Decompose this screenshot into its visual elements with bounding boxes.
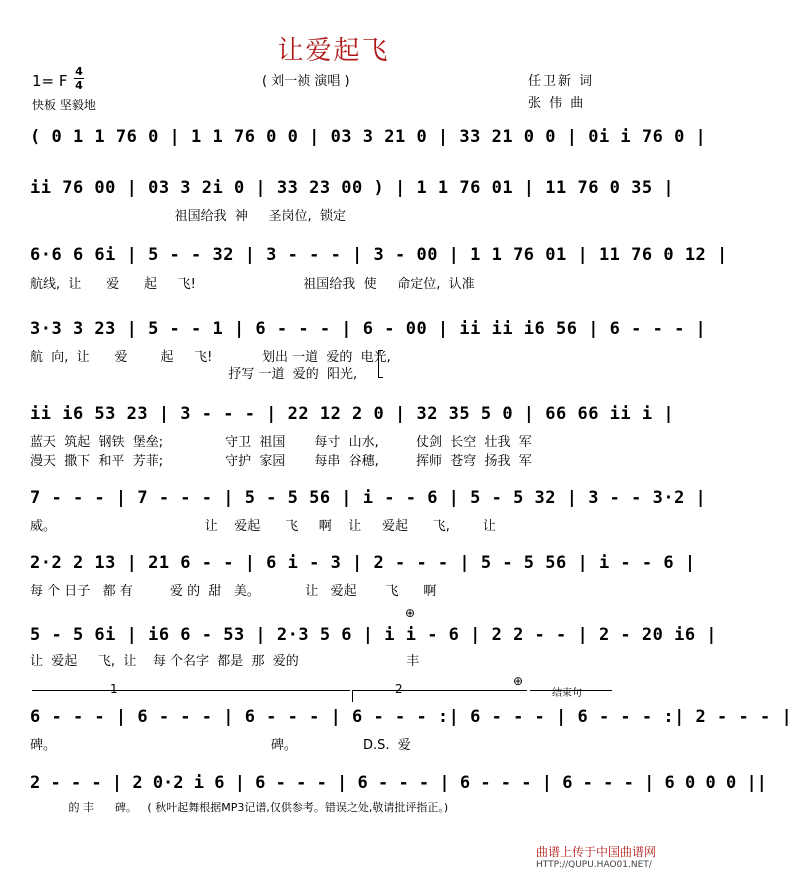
volta-second-number: 2 bbox=[395, 682, 403, 696]
music-line-10: 2 - - - | 2 0·2 i 6 | 6 - - - | 6 - - - | 6 - - - | 6 - - - | 6 0 0 0 || bbox=[30, 773, 767, 793]
volta-first-number: 1 bbox=[110, 682, 118, 696]
music-line-8: 5 - 5 6i | i6 6 - 53 | 2·3 5 6 | i i - 6 | 2 2 - - | 2 - 20 i6 | bbox=[30, 625, 718, 645]
time-signature bbox=[74, 66, 84, 91]
time-top: 4 bbox=[75, 65, 83, 78]
lyric-line-10: 的 丰 碑。 ( 秋叶起舞根据MP3记谱,仅供参考。错误之处,敬请批评指正。) bbox=[30, 801, 449, 814]
singer-credit: ( 刘一祯 演唱 ) bbox=[262, 74, 350, 89]
lyric-line-4b: 抒写 一道 爱的 阳光, bbox=[30, 367, 358, 382]
volta-second-line bbox=[352, 690, 527, 691]
lyric-line-2: 祖国给我 神 圣岗位, 锁定 bbox=[30, 209, 346, 224]
lyric-line-9: 碑。 碑。 D.S. 爱 bbox=[30, 738, 411, 753]
music-line-4: 3·3 3 23 | 5 - - 1 | 6 - - - | 6 - 00 | ii ii i6 56 | 6 - - - | bbox=[30, 319, 707, 339]
lyric-line-4a: 航 向, 让 爱 起 飞! 划出 一道 爱的 电光, bbox=[30, 350, 391, 365]
coda-icon: ⊕ bbox=[513, 674, 524, 688]
composer-credit: 张 伟 曲 bbox=[528, 96, 586, 111]
coda-ending-label: 结束句 bbox=[552, 688, 582, 699]
tempo-marking: 快板 坚毅地 bbox=[32, 98, 96, 112]
key-signature: 1= F bbox=[32, 72, 68, 90]
music-line-3: 6·6 6 6i | 5 - - 32 | 3 - - - | 3 - 00 | 1 1 76 01 | 11 76 0 12 | bbox=[30, 245, 728, 265]
lyric-line-6: 威。 让 爱起 飞 啊 让 爱起 飞, 让 bbox=[30, 519, 496, 534]
lyric-line-5b: 漫天 撒下 和平 芳菲; 守护 家园 每串 谷穗, 挥师 苍穹 扬我 军 bbox=[30, 454, 532, 469]
music-line-5: ii i6 53 23 | 3 - - - | 22 12 2 0 | 32 35 5 0 | 66 66 ii i | bbox=[30, 404, 675, 424]
music-line-1: ( 0 1 1 76 0 | 1 1 76 0 0 | 03 3 21 0 | 33 21 0 0 | 0i i 76 0 | bbox=[30, 127, 707, 147]
song-title: 让爱起飞 bbox=[277, 36, 390, 66]
music-line-2: ii 76 00 | 03 3 2i 0 | 33 23 00 ) | 1 1 76 01 | 11 76 0 35 | bbox=[30, 178, 675, 198]
segno-coda-icon: ⊕ bbox=[405, 606, 416, 620]
lyricist-credit: 任卫新 词 bbox=[528, 74, 595, 89]
lyric-line-7: 每 个 日子 都 有 爱 的 甜 美。 让 爱起 飞 啊 bbox=[30, 584, 437, 599]
music-line-7: 2·2 2 13 | 21 6 - - | 6 i - 3 | 2 - - - | 5 - 5 56 | i - - 6 | bbox=[30, 553, 696, 573]
music-line-6: 7 - - - | 7 - - - | 5 - 5 56 | i - - 6 | 5 - 5 32 | 3 - - 3·2 | bbox=[30, 488, 707, 508]
time-bottom: 4 bbox=[75, 79, 83, 92]
lyric-line-3: 航线, 让 爱 起 飞! 祖国给我 使 命定位, 认准 bbox=[30, 277, 475, 292]
lyric-line-8: 让 爱起 飞, 让 每 个名字 都是 那 爱的 丰 bbox=[30, 654, 420, 669]
footer-url: HTTP://QUPU.HAO01.NET/ bbox=[536, 860, 652, 870]
music-line-9: 6 - - - | 6 - - - | 6 - - - | 6 - - - :| 6 - - - | 6 - - - :| 2 - - - | bbox=[30, 707, 792, 727]
footer-watermark bbox=[536, 846, 656, 872]
volta-first-line bbox=[32, 690, 350, 691]
lyric-line-5a: 蓝天 筑起 钢铁 堡垒; 守卫 祖国 每寸 山水, 仗剑 长空 壮我 军 bbox=[30, 435, 532, 450]
verse-bracket bbox=[378, 350, 383, 378]
volta-second-tick bbox=[352, 690, 353, 702]
footer-site: 曲谱上传于中国曲谱网 bbox=[536, 845, 657, 859]
